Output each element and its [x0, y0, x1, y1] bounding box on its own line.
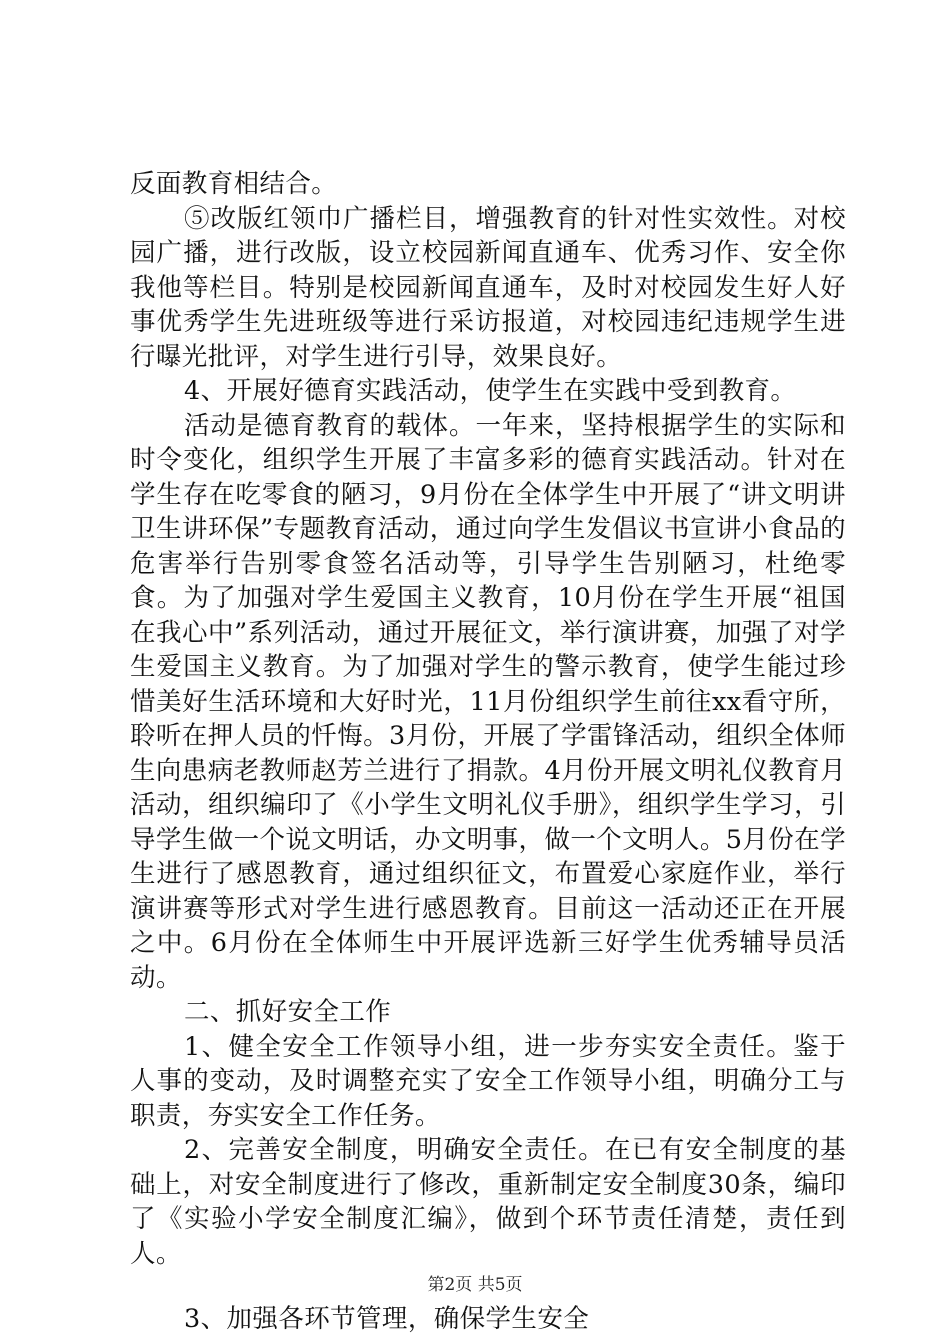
paragraph-3-heading: 4、开展好德育实践活动，使学生在实践中受到教育。	[184, 376, 797, 406]
paragraph-7: 2、完善安全制度，明确安全责任。在已有安全制度的基础上，对安全制度进行了修改，重新制定安全制度30条，编印了《实验小学安全制度汇编》，做到个环节责任清楚，责任到人。	[130, 1135, 846, 1269]
paragraph-2: ⑤改版红领巾广播栏目，增强教育的针对性实效性。对校园广播，进行改版，设立校园新闻直通车、优秀习作、安全你我他等栏目。特别是校园新闻直通车，及时对校园发生好人好事优秀学生先进班级等进行采访报道，对校园违纪违规学生进行曝光批评，对学生进行引导，效果良好。	[130, 203, 846, 372]
paragraph-1: 反面教育相结合。	[130, 169, 338, 199]
section-heading-safety: 二、抓好安全工作	[184, 997, 392, 1027]
page-footer: 第2页 共5页	[427, 1275, 523, 1295]
document-body	[130, 167, 846, 1337]
paragraph-6: 1、健全安全工作领导小组，进一步夯实安全责任。鉴于人事的变动，及时调整充实了安全工作领导小组，明确分工与职责，夯实安全工作任务。	[130, 1031, 846, 1131]
paragraph-8-heading: 3、加强各环节管理，确保学生安全	[184, 1304, 590, 1334]
paragraph-4: 活动是德育教育的载体。一年来，坚持根据学生的实际和时令变化，组织学生开展了丰富多彩的德育实践活动。针对在学生存在吃零食的陋习，9月份在全体学生中开展了“讲文明讲卫生讲环保”专题教育活动，通过向学生发倡议书宣讲小食品的危害举行告别零食签名活动等，引导学生告别陋习，杜绝零食。为了加强对学生爱国主义教育，10月份在学生开展“祖国在我心中”系列活动，通过开展征文，举行演讲赛，加强了对学生爱国主义教育。为了加强对学生的警示教育，使学生能过珍惜美好生活环境和大好时光，11月份组织学生前往xx看守所，聆听在押人员的忏悔。3月份，开展了学雷锋活动，组织全体师生向患病老教师赵芳兰进行了捐款。4月份开展文明礼仪教育月活动，组织编印了《小学生文明礼仪手册》，组织学生学习，引导学生做一个说文明话，办文明事，做一个文明人。5月份在学生进行了感恩教育，通过组织征文，布置爱心家庭作业，举行演讲赛等形式对学生进行感恩教育。目前这一活动还正在开展之中。6月份在全体师生中开展评选新三好学生优秀辅导员活动。	[130, 410, 846, 993]
